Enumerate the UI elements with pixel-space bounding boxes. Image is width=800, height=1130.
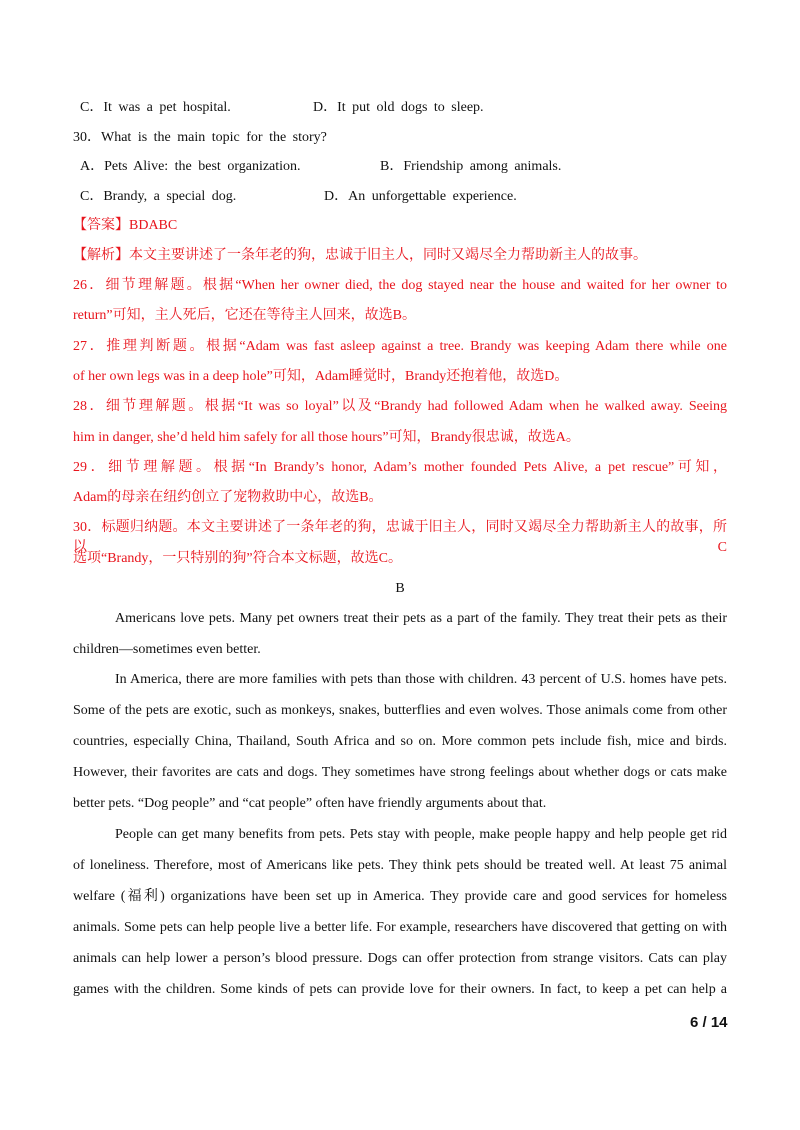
analysis-27-line-2: of her own legs was in a deep hole”可知，Adam睡觉时，Brandy还抱着他，故选D。	[73, 369, 569, 384]
option-30-a: A．Pets Alive: the best organization.	[80, 159, 301, 174]
analysis-29-line-2: Adam的母亲在纽约创立了宠物救助中心，故选B。	[73, 490, 383, 505]
analysis-26-line-2: return”可知，主人死后，它还在等待主人回来，故选B。	[73, 308, 416, 323]
passage-p3-line-2: of loneliness. Therefore, most of Americans like pets. They think pets should be treated well. At least 75 animal	[73, 858, 727, 873]
analysis-28-line-1: 28．细节理解题。根据“It was so loyal”以及“Brandy had followed Adam when he walked away. Seeing	[73, 399, 727, 414]
analysis-30-line-2: 选项“Brandy，一只特别的狗”符合本文标题，故选C。	[73, 551, 402, 566]
passage-p2-line-1: In America, there are more families with pets than those with children. 43 percent of U.S. homes have pets.	[115, 672, 727, 687]
analysis-30-line-1: 30．标题归纳题。本文主要讲述了一条年老的狗，忠诚于旧主人，同时又竭尽全力帮助新主人的故事，所以C	[73, 520, 727, 555]
option-29-d: D．It put old dogs to sleep.	[313, 100, 484, 115]
option-30-b: B．Friendship among animals.	[380, 159, 562, 174]
passage-p3-line-1: People can get many benefits from pets. Pets stay with people, make people happy and help people get rid	[115, 827, 727, 842]
page-number: 6 / 14	[690, 1014, 728, 1031]
analysis-27-line-1: 27．推理判断题。根据“Adam was fast asleep against a tree. Brandy was keeping Adam there while one	[73, 339, 727, 354]
section-label: B	[395, 581, 405, 596]
analysis-29-line-1: 29．细节理解题。根据“In Brandy’s honor, Adam’s mother founded Pets Alive, a pet rescue”可知，	[73, 460, 727, 475]
passage-p2-line-3: countries, especially China, Thailand, South Africa and so on. More common pets include fish, mice and birds.	[73, 734, 727, 749]
analysis-intro: 【解析】本文主要讲述了一条年老的狗，忠诚于旧主人，同时又竭尽全力帮助新主人的故事。	[73, 248, 647, 263]
passage-p1-line-2: children—sometimes even better.	[73, 642, 261, 657]
analysis-28-line-2: him in danger, she’d held him safely for all those hours”可知，Brandy很忠诚，故选A。	[73, 430, 580, 445]
option-30-d: D．An unforgettable experience.	[324, 189, 517, 204]
passage-p2-line-4: However, their favorites are cats and dogs. They sometimes have strong feelings about whether dogs or cats make	[73, 765, 727, 780]
analysis-26-line-1: 26．细节理解题。根据“When her owner died, the dog stayed near the house and waited for her owner to	[73, 278, 727, 293]
option-29-c: C．It was a pet hospital.	[80, 100, 231, 115]
passage-p3-line-6: games with the children. Some kinds of pets can provide love for their owners. In fact, to keep a pet can help a	[73, 982, 727, 997]
passage-p2-line-5: better pets. “Dog people” and “cat people” often have friendly arguments about that.	[73, 796, 547, 811]
question-30: 30．What is the main topic for the story?	[73, 130, 327, 145]
answer-line: 【答案】BDABC	[73, 218, 178, 233]
passage-p3-line-3: welfare (福利) organizations have been set up in America. They provide care and good services for homeless	[73, 889, 727, 904]
passage-p1-line-1: Americans love pets. Many pet owners treat their pets as a part of the family. They treat their pets as their	[115, 611, 727, 626]
passage-p2-line-2: Some of the pets are exotic, such as monkeys, snakes, butterflies and even wolves. Those animals come from other	[73, 703, 727, 718]
passage-p3-line-4: animals. Some pets can help people live a better life. For example, researchers have discovered that getting on with	[73, 920, 727, 935]
passage-p3-line-5: animals can help lower a person’s blood pressure. Dogs can offer protection from strange visitors. Cats can play	[73, 951, 727, 966]
option-30-c: C．Brandy, a special dog.	[80, 189, 237, 204]
